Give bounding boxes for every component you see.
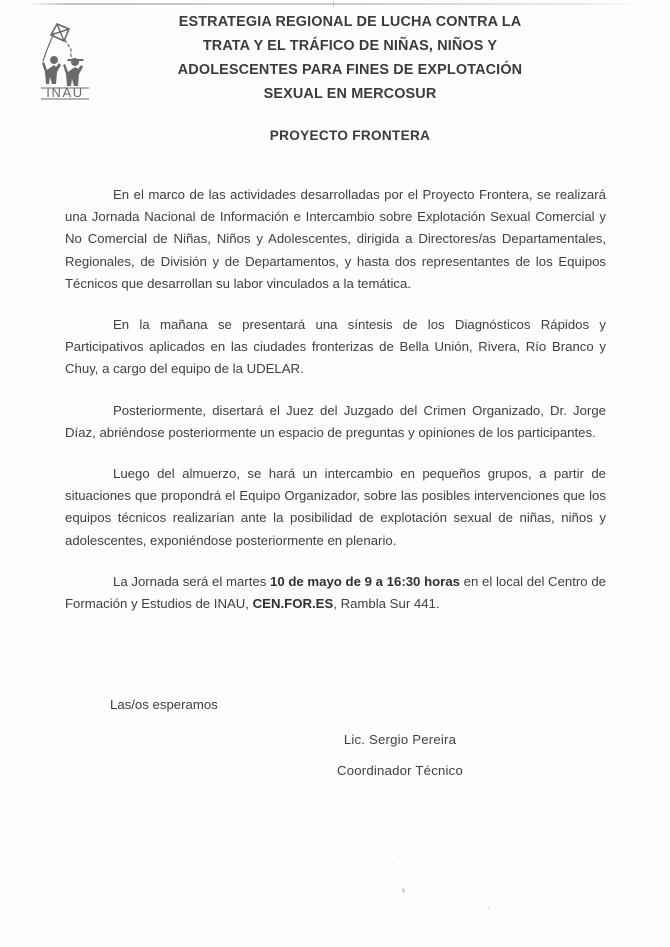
event-middle-text: en el local del Centro de Formación y Estudios de INAU, — [65, 573, 606, 612]
paragraph-event — [65, 571, 606, 615]
document-header — [0, 10, 670, 143]
document-title — [85, 10, 585, 106]
signer-name: Lic. Sergio Pereira — [343, 732, 457, 747]
event-date-time: 10 de mayo de 9 a 16:30 horas — [269, 573, 460, 589]
paragraph-2: En la mañana se presentará una síntesis de los Diagnósticos Rápidos y Participativos aplicados en las ciudades fronterizas de Bella Unión, Rivera, Río Branco y Chuy, a cargo del equipo de la UDELAR. — [65, 317, 606, 377]
title-line-1: ESTRATEGIA REGIONAL DE LUCHA CONTRA LA — [178, 14, 522, 30]
event-venue: CEN.FOR.ES — [252, 596, 334, 612]
scan-edge-tick-artifact — [333, 0, 334, 7]
paragraph-3: Posteriormente, disertará el Juez del Juzgado del Crimen Organizado, Dr. Jorge Díaz, abriéndose posteriormente un espacio de preguntas y opiniones de los participantes. — [65, 402, 606, 440]
title-line-2: TRATA Y EL TRÁFICO DE NIÑAS, NIÑOS Y — [202, 38, 498, 54]
title-line-4: SEXUAL EN MERCOSUR — [263, 86, 437, 102]
scan-speckle-artifact — [398, 856, 400, 858]
document-body — [65, 184, 606, 634]
signer-role: Coordinador Técnico — [337, 763, 463, 778]
scan-speckle-artifact — [488, 906, 490, 909]
paragraph-1: En el marco de las actividades desarrolladas por el Proyecto Frontera, se realizará una Jornada Nacional de Información e Intercambio sobre Explotación Sexual Comercial y No Comercial de Niñas, Niños y Adolescentes, dirigida a Directores/as Departamentales, Regionales, de División y de Departamentos, y hasta dos representantes de los Equipos Técnicos que desarrollan su labor vinculados a la temática. — [65, 187, 606, 291]
event-tail-text: , Rambla Sur 441. — [333, 596, 440, 612]
inau-logo-text: INAU — [46, 85, 84, 100]
paragraph-4: Luego del almuerzo, se hará un intercambio en pequeños grupos, a partir de situaciones que propondrá el Equipo Organizador, sobre las posibles intervenciones que los equipos técnicos realizarían ante la posibilidad de explotación sexual de niñas, niños y adolescentes, exponiéndose posteriormente en plenario. — [65, 466, 606, 548]
title-line-3: ADOLESCENTES PARA FINES DE EXPLOTACIÓN — [177, 62, 523, 78]
scan-speckle-artifact — [402, 888, 405, 893]
closing-greeting: Las/os esperamos — [110, 697, 218, 712]
signature-block — [230, 724, 570, 786]
scan-edge-artifact — [28, 3, 642, 5]
event-lead-text: La Jornada será el martes — [113, 573, 270, 589]
document-subtitle: PROYECTO FRONTERA — [269, 128, 431, 143]
